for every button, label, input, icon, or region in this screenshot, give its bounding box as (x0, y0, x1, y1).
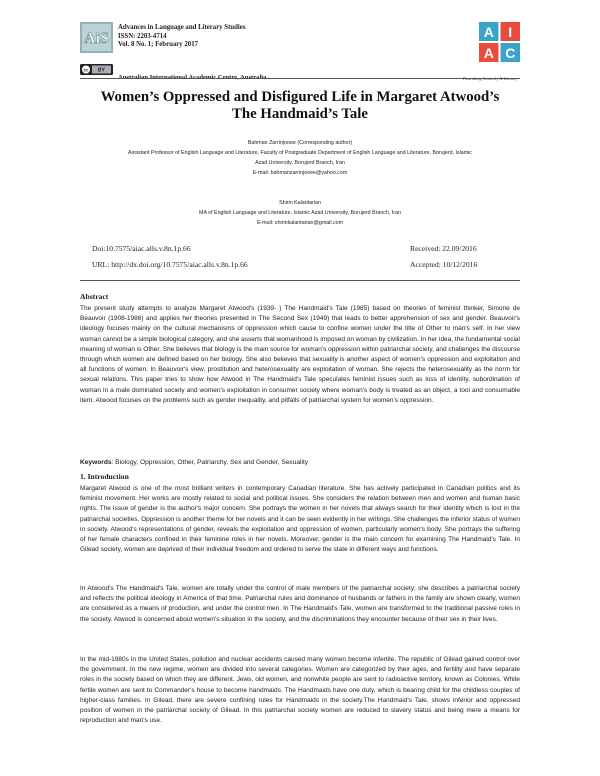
intro-paragraph-2: In Atwood's The Handmaid's Tale, women are totally under the control of male members of the patriarchal society; she describes a patriarchal society and reflects the political ideology in America of that time. Patriarchal rules and dominance of husbands or fathers in the family are shown clearly, women are considered as a means of production, and under the control men. In The Handmaid's Tale, women are transformed to the traditional passive roles in the society. Atwood is concerned about women's situation in the society, and the discriminations they encounter because of their sex in their lives. (80, 585, 520, 623)
accepted-date: Accepted: 10/12/2016 (410, 260, 478, 269)
author-2 (80, 198, 520, 228)
introduction-heading: 1. Introduction (80, 472, 129, 481)
doi-row (92, 242, 508, 256)
url-link[interactable]: URL: http://dx.doi.org/10.7575/aiac.alls.v.8n.1p.66 (92, 260, 248, 269)
meta-rule (80, 280, 520, 281)
aias-logo-icon (80, 22, 113, 53)
paper-title: Women’s Oppressed and Disfigured Life in Margaret Atwood’s The Handmaid’s Tale (100, 89, 500, 122)
svg-text:C: C (505, 45, 516, 61)
intro-paragraph-3: In the mid-1980s in the United States, pollution and nuclear accidents caused many women become infertile. The republic of Gilead gained control over the government. In the new regime, women are divided into several categories. Women are categorized by their ages, and fertility and have separate roles in the society based on which they are different. Jews, old women, and nonwhite people are sent to radioactive territory, known as Colonies. White fertile women are sent to Commander's house to become handmaids. The Handmaids have one duty, which is bearing child for the childless couples of higher-class families. In Gilead, there are severe confining rules for Handmaids in the society.The Handmaid's Tale, shows inferior and oppressed position of women in the patriarchal society of Gilead. In this patriarchal society women are reduced to slavery status and being mere a means for reproduction and man's use. (80, 656, 520, 725)
journal-volume: Vol. 8 No. 1; February 2017 (118, 41, 198, 49)
svg-text:BY: BY (98, 67, 105, 74)
intro-paragraph-1: Margaret Atwood is one of the most brilliant writers in contemporary Canadian literature. She has actively participated in Canadian politics and its feminist movement. Her works are mostly related to social and political issues. She considers the relation between men and women and human basic rights. The issue of gender is the author's major concern. She portrays the women in her novels that always search for their identity which is lost in the patriarchal societies. Oppression is another theme for her novels and it can be seen evidently in her writings. She challenges the inferior status of women in society. Atwood's representations of gender, reveals the exploitation and oppression of women, particularly women's body. She portrays the suffering of her female characters confined in their feminine roles in her novels. Moreover, gender is the main concern for examining The Handmaid's Tale. In Gilead society, women are deprived of their individual freedom and ordered to serve the state in different ways and functions. (80, 485, 520, 554)
svg-text:I: I (508, 24, 513, 40)
author-1-affiliation-city: Azad University, Borujerd Branch, Iran (255, 160, 345, 166)
svg-text:A: A (483, 24, 494, 40)
abstract-heading: Abstract (80, 292, 109, 301)
svg-text:A: A (483, 45, 494, 61)
keywords (80, 459, 520, 466)
author-1-name: Bahman Zarrinjooee (Corresponding author) (247, 140, 353, 146)
journal-info (118, 24, 245, 50)
author-2-affiliation: MA of English Language and Literature, Islamic Azad University, Borujerd Branch, Iran (199, 210, 401, 216)
doi: Doi:10.7575/aiac.alls.v.8n.1p.66 (92, 244, 191, 253)
publisher-name: Australian International Academic Centre, Australia (118, 74, 267, 81)
creative-commons-icon (80, 64, 113, 75)
aiac-tagline: Flourishing Creativity & Literacy (463, 76, 517, 81)
header-rule (80, 78, 520, 79)
keywords-label: Keywords (80, 459, 112, 466)
journal-name: Advances in Language and Literary Studies (118, 24, 246, 31)
author-2-name: Shirin Kalantarian (279, 200, 321, 206)
url-row (92, 258, 508, 272)
abstract-text: The present study attempts to analyze Margaret Atwood's (1939- ) The Handmaid's Tale (1985) based on theories of feminist thinker, Simone de Beauvoir (1908-1986) and applies her theories presented in The Second Sex (1949) that leads to better apprehension of sex and gender. Beauvoir's ideology focuses mainly on the cultural mechanisms of oppression which cause to confine women under the title of Other to man's self. In her view woman cannot be a simple biological category, and she asserts that womanhood is imposed on woman by civilization. In her idea, the fundamental social meaning of woman is Other. She believes that biology is the main source for woman's oppression within patriarchal society, and challenges the discourse through which women are defined based on her biology. She also believes that sexuality is another aspect of women's oppression and exploitation and all functions of women. In Beauvoir's view, prostitution and heterosexuality are exploitation of woman. She rejects the heterosexuality as the norm for sexual relations. This paper tries to show how Atwood in The Handmaid's Tale speculates feminist issues such as loss of identity, subordination of woman in a male dominated society and women's exploitation in consumer society where woman's body is treated as an object, a tool and consumable item. Atwood focuses on the problems such as gender inequality, and pitfalls of patriarchal system for women's oppression. (80, 305, 520, 404)
author-2-email: E-mail: shirinkalantarian@gmail.com (256, 220, 344, 226)
journal-issn: ISSN: 2203-4714 (118, 32, 167, 40)
received-date: Received: 22.09/2016 (410, 244, 477, 253)
journal-header (80, 20, 520, 81)
author-1-affiliation: Assistant Professor of English Language and Literature, Faculty of Postgraduate Department of English Language and Literature, Borujerd, Islamic (128, 150, 472, 156)
keywords-list: : Biology, Oppression, Other, Patriarchy, Sex and Gender, Sexuality (111, 459, 309, 466)
svg-text:AiS: AiS (84, 30, 109, 47)
svg-text:cc: cc (83, 67, 89, 73)
author-1 (80, 138, 520, 178)
author-1-email: E-mail: bahmanzarrinjooee@yahoo.com (252, 170, 348, 176)
aiac-logo-icon (479, 22, 520, 62)
